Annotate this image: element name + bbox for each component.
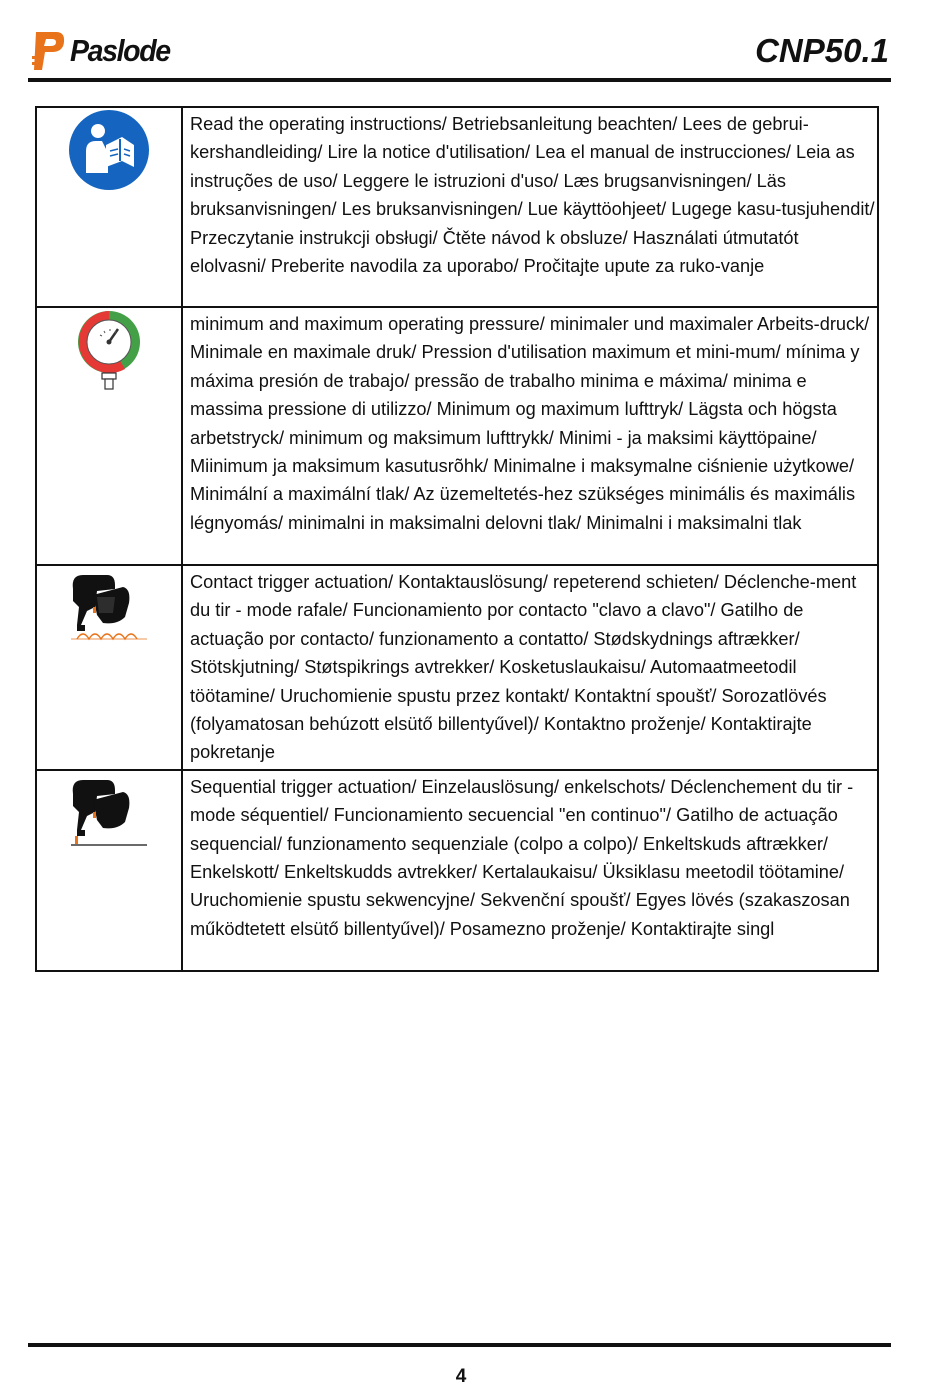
icon-cell: [36, 307, 182, 565]
pressure-gauge-icon: [76, 309, 142, 393]
sequential-trigger-nailer-icon: [67, 772, 151, 852]
table-row: [36, 565, 878, 770]
icon-cell: [36, 107, 182, 307]
table-row: [36, 307, 878, 565]
page-header: [28, 18, 891, 82]
paslode-logo: [32, 26, 178, 76]
row-text: Sequential trigger actuation/ Einzelauslösung/ enkelschots/ Déclenchement du tir - mode séquentiel/ Funcionamiento secuencial "en continuo"/ Gatilho de actuação sequencial/ funzionamento sequenziale (colpo a colpo)/ Enkeltskuds aftrækker/ Enkelskott/ Enkeltskudds avtrekker/ Kertalaukaisu/ Üksiklasu meetodil töötamine/ Uruchomienie spustu sekwencyjne/ Sekvenční spoušť/ Egyes lövés (szakaszosan működtetett elsütő billentyűvel)/ Posamezno proženje/ Kontaktirajte singl: [182, 770, 878, 971]
icon-cell: [36, 565, 182, 770]
footer-rule: [28, 1343, 891, 1347]
read-manual-icon: [68, 109, 150, 191]
table-row: [36, 107, 878, 307]
row-text: Read the operating instructions/ Betriebsanleitung beachten/ Lees de gebrui-kershandleiding/ Lire la notice d'utilisation/ Lea el manual de instrucciones/ Leia as instruções de uso/ Leggere le istruzioni d'uso/ Læs brugsanvisningen/ Läs bruksanvisningen/ Les bruksanvisningen/ Lue käyttöohjeet/ Lugege kasu-tusjuhendit/ Przeczytanie instrukcji obsługi/ Čtěte návod k obsluze/ Használati útmutatót elolvasni/ Preberite navodila za uporabo/ Pročitajte upute za ruko-vanje: [182, 107, 878, 307]
model-number: CNP50.1: [755, 32, 889, 69]
page-number: 4: [455, 1366, 467, 1387]
row-text: minimum and maximum operating pressure/ minimaler und maximaler Arbeits-druck/ Minimale en maximale druk/ Pression d'utilisation maximum et mini-mum/ mínima y máxima presión de trabajo/ pressão de trabalho minima e máxima/ minima e massima pressione di utilizzo/ Minimum og maximum lufttryk/ Lägsta och högsta arbetstryck/ minimum og maksimum lufttrykk/ Minimi - ja maksimi käyttöpaine/ Miinimum ja maksimum kasutusrõhk/ Minimalne i maksymalne ciśnienie użytkowe/ Minimální a maximální tlak/ Az üzemeltetés-hez szükséges minimális és maximális légnyomás/ minimalni in maksimalni delovni tlak/ Minimalni i maksimalni tlak: [182, 307, 878, 565]
logo-text: Paslode: [70, 33, 170, 68]
paslode-p-mark-icon: [32, 28, 66, 74]
row-text: Contact trigger actuation/ Kontaktauslösung/ repeterend schieten/ Déclenche-ment du tir - mode rafale/ Funcionamiento por contacto "clavo a clavo"/ Gatilho de actuação por contacto/ funzionamento a contatto/ Stødskydnings aftrækker/ Stötskjutning/ Støtspikrings avtrekker/ Kosketuslaukaisu/ Automaatmeetodil töötamine/ Uruchomienie spustu przez kontakt/ Kontaktní spoušť/ Sorozatlövés (folyamatosan behúzott elsütő billentyűvel)/ Kontaktno proženje/ Kontaktirajte pokretanje: [182, 565, 878, 770]
header-rule: [28, 78, 891, 82]
contact-trigger-nailer-icon: [67, 567, 151, 647]
symbols-table: [35, 106, 879, 972]
icon-cell: [36, 770, 182, 971]
table-row: [36, 770, 878, 971]
